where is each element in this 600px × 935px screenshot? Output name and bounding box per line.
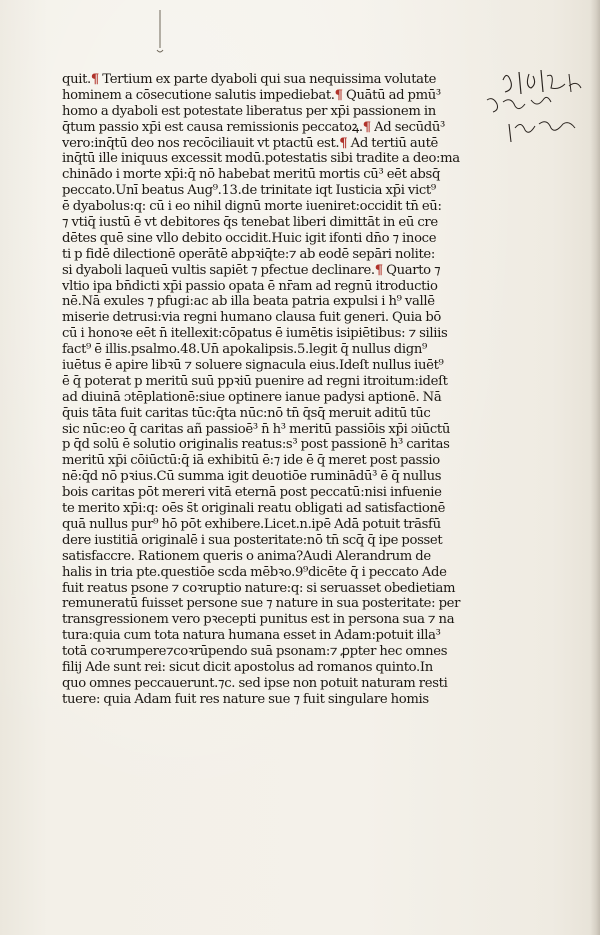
text-line: dētes quē sine vllo debito occidit.Huic igit̄ ifonti dn̄o ⁊ inoce [62, 230, 437, 246]
text-line: peccato.Unī beatus Aug⁹.13.de trinitate iqt Iusticia xp̄i vict⁹ [62, 183, 436, 199]
text-line: totā coꝛrumpere⁊coꝛrūpendo suā psonam:⁊ ꝓpter hec omnes [62, 644, 448, 660]
text-line: quit.¶ Tertium ex parte dyaboli qui sua nequissima volutate [62, 72, 437, 87]
text-line: si dyaboli laqueū vultis sapiēt ⁊ pfectue declinare.¶ Quarto ⁊ [62, 262, 441, 278]
top-pen-mark [150, 8, 170, 58]
text-line: satisfaccre. Rationem queris o anima?Audi Alerandrum de [62, 548, 431, 564]
text-line: filij Ade sunt rei: sicut dicit apostolus ad romanos quinto.In [62, 659, 433, 675]
text-line: transgressionem vero pꝛecepti punitus est in persona sua ⁊ na [62, 612, 455, 628]
text-line: bois caritas pōt mereri vitā eternā post peccatū:nisi infuenie [62, 485, 442, 501]
text-line: miserie detrusi:via regni humano clausa fuit generi. Quia bō [62, 310, 442, 326]
pilcrow-rubric: ¶ [362, 119, 371, 135]
pilcrow-rubric: ¶ [374, 262, 383, 278]
pilcrow-rubric: ¶ [90, 72, 99, 87]
handwritten-marginalia [485, 66, 595, 146]
text-line: ē q̄ poterat p meritū suū ppꝛiū puenire ad regni itroitum:ideſt [62, 373, 448, 389]
text-line: p q̄d solū ē solutio originalis reatus:s³ post passionē h³ caritas [62, 437, 450, 453]
text-line: ti p fidē dilectionē operātē ab̄pꝛiq̄te:⁊ ab eodē sepāri nolite: [62, 246, 435, 262]
pilcrow-rubric: ¶ [334, 87, 343, 103]
text-line: ad diuinā ɔtēplationē:siue optinere ianue padysi aptionē. Nā [62, 389, 442, 405]
text-line: homo a dyaboli est potestate liberatus per xp̄i passionem in [62, 103, 436, 119]
text-line: fact⁹ ē illis.psalmo.48.Un̄ apokalipsis.5.legit̄ q̄ nullus dign⁹ [62, 342, 427, 358]
text-line: nē:q̄d nō pꝛius.Cū summa igit̄ deuotiōe rumināḋū³ ē q̄ nullus [62, 469, 442, 485]
text-line: tura:quia cum tota natura humana esset in Adam:potuit illa³ [62, 628, 441, 644]
marginalia-scribble [485, 66, 595, 146]
text-line: quo omnes peccauerunt.⁊c. sed ipse non potuit naturam resti [62, 675, 448, 691]
text-line: nē.Nā exules ⁊ pfugi:ac ab illa beata patria expulsi i h⁹ vallē [62, 294, 435, 310]
text-line: q̄tum passio xp̄i est causa remissionis peccatoꝝ.¶ Ad secūdū³ [62, 119, 445, 135]
text-line: halis in tria pte.questiōe scda mēbꝛo.9⁹dicēte q̄ i peccato Ade [62, 564, 447, 580]
text-line: tuere: quia Adam fuit res nature sue ⁊ fuit singulare homis [62, 691, 429, 707]
text-line: quā nullus pur⁹ hō pōt exhibere.Licet.n.ipē Adā potuit trāsfū [62, 516, 441, 532]
text-line: meritū xp̄i cōiūctū:q̄ iā exhibitū ē:⁊ ide ē q̄ meret̄ post passio [62, 453, 440, 469]
text-line: sic nūc:eo q̄ caritas añ passioē³ n̄ h³ meritū passiōis xp̄i ɔiūctū [62, 421, 450, 437]
text-line: fuit reatus psone ⁊ coꝛruptio nature:q: si seruasset obedietiam [62, 580, 456, 596]
text-line: vero:inq̄tū deo nos recōciliauit vt ptactū est.¶ Ad tertiū autē [62, 135, 438, 151]
text-line: hominem a cōsecutione salutis impediebat.¶ Quātū ad pmū³ [62, 87, 441, 103]
text-line: te merito xp̄i:q: oēs s̄t originali reatu obligati ad satisfactionē [62, 501, 446, 517]
pilcrow-rubric: ¶ [339, 135, 348, 151]
text-line: ē dyabolus:q: cū i eo nihil dignū morte iueniret:occidit tn̄ eū: [62, 199, 442, 215]
text-line: ⁊ vtiq̄ iustū ē vt debitores q̄s tenebat liberi dimittāt̄ in eū cre [62, 215, 438, 231]
text-line: dere iustitiā originalē i sua posteritate:nō tn̄ scq̄ q̄ ipe posset [62, 532, 443, 548]
text-line: chinādo i morte xp̄i:q̄ nō habebat meritū mortis cū³ eēt absq̄ [62, 167, 441, 183]
text-line: remuneratū fuisset persone sue ⁊ nature in sua posteritate: per [62, 596, 461, 612]
text-line: cū i honoꝛe eēt n̄ itellexit:cōpatus ē iumētis isipiētibus: ⁊ siliis [62, 326, 448, 342]
main-text-block [62, 72, 487, 708]
text-line: iuētus ē apire libꝛū ⁊ soluere signacula eius.Ideſt nullus iuēt⁹ [62, 358, 444, 374]
text-line: vltio ipa bn̄dicti xp̄i passio opata ē nr̄am ad regnū itroductio [62, 278, 438, 294]
text-line: q̄uis tāta fuit caritas tūc:q̄ta nūc:nō tn̄ q̄sq̄ meruit aditū tūc [62, 405, 431, 421]
text-line: inq̄tū ille iniquus excessit modū.potestatis sibi tradite a deo:ma [62, 151, 460, 167]
